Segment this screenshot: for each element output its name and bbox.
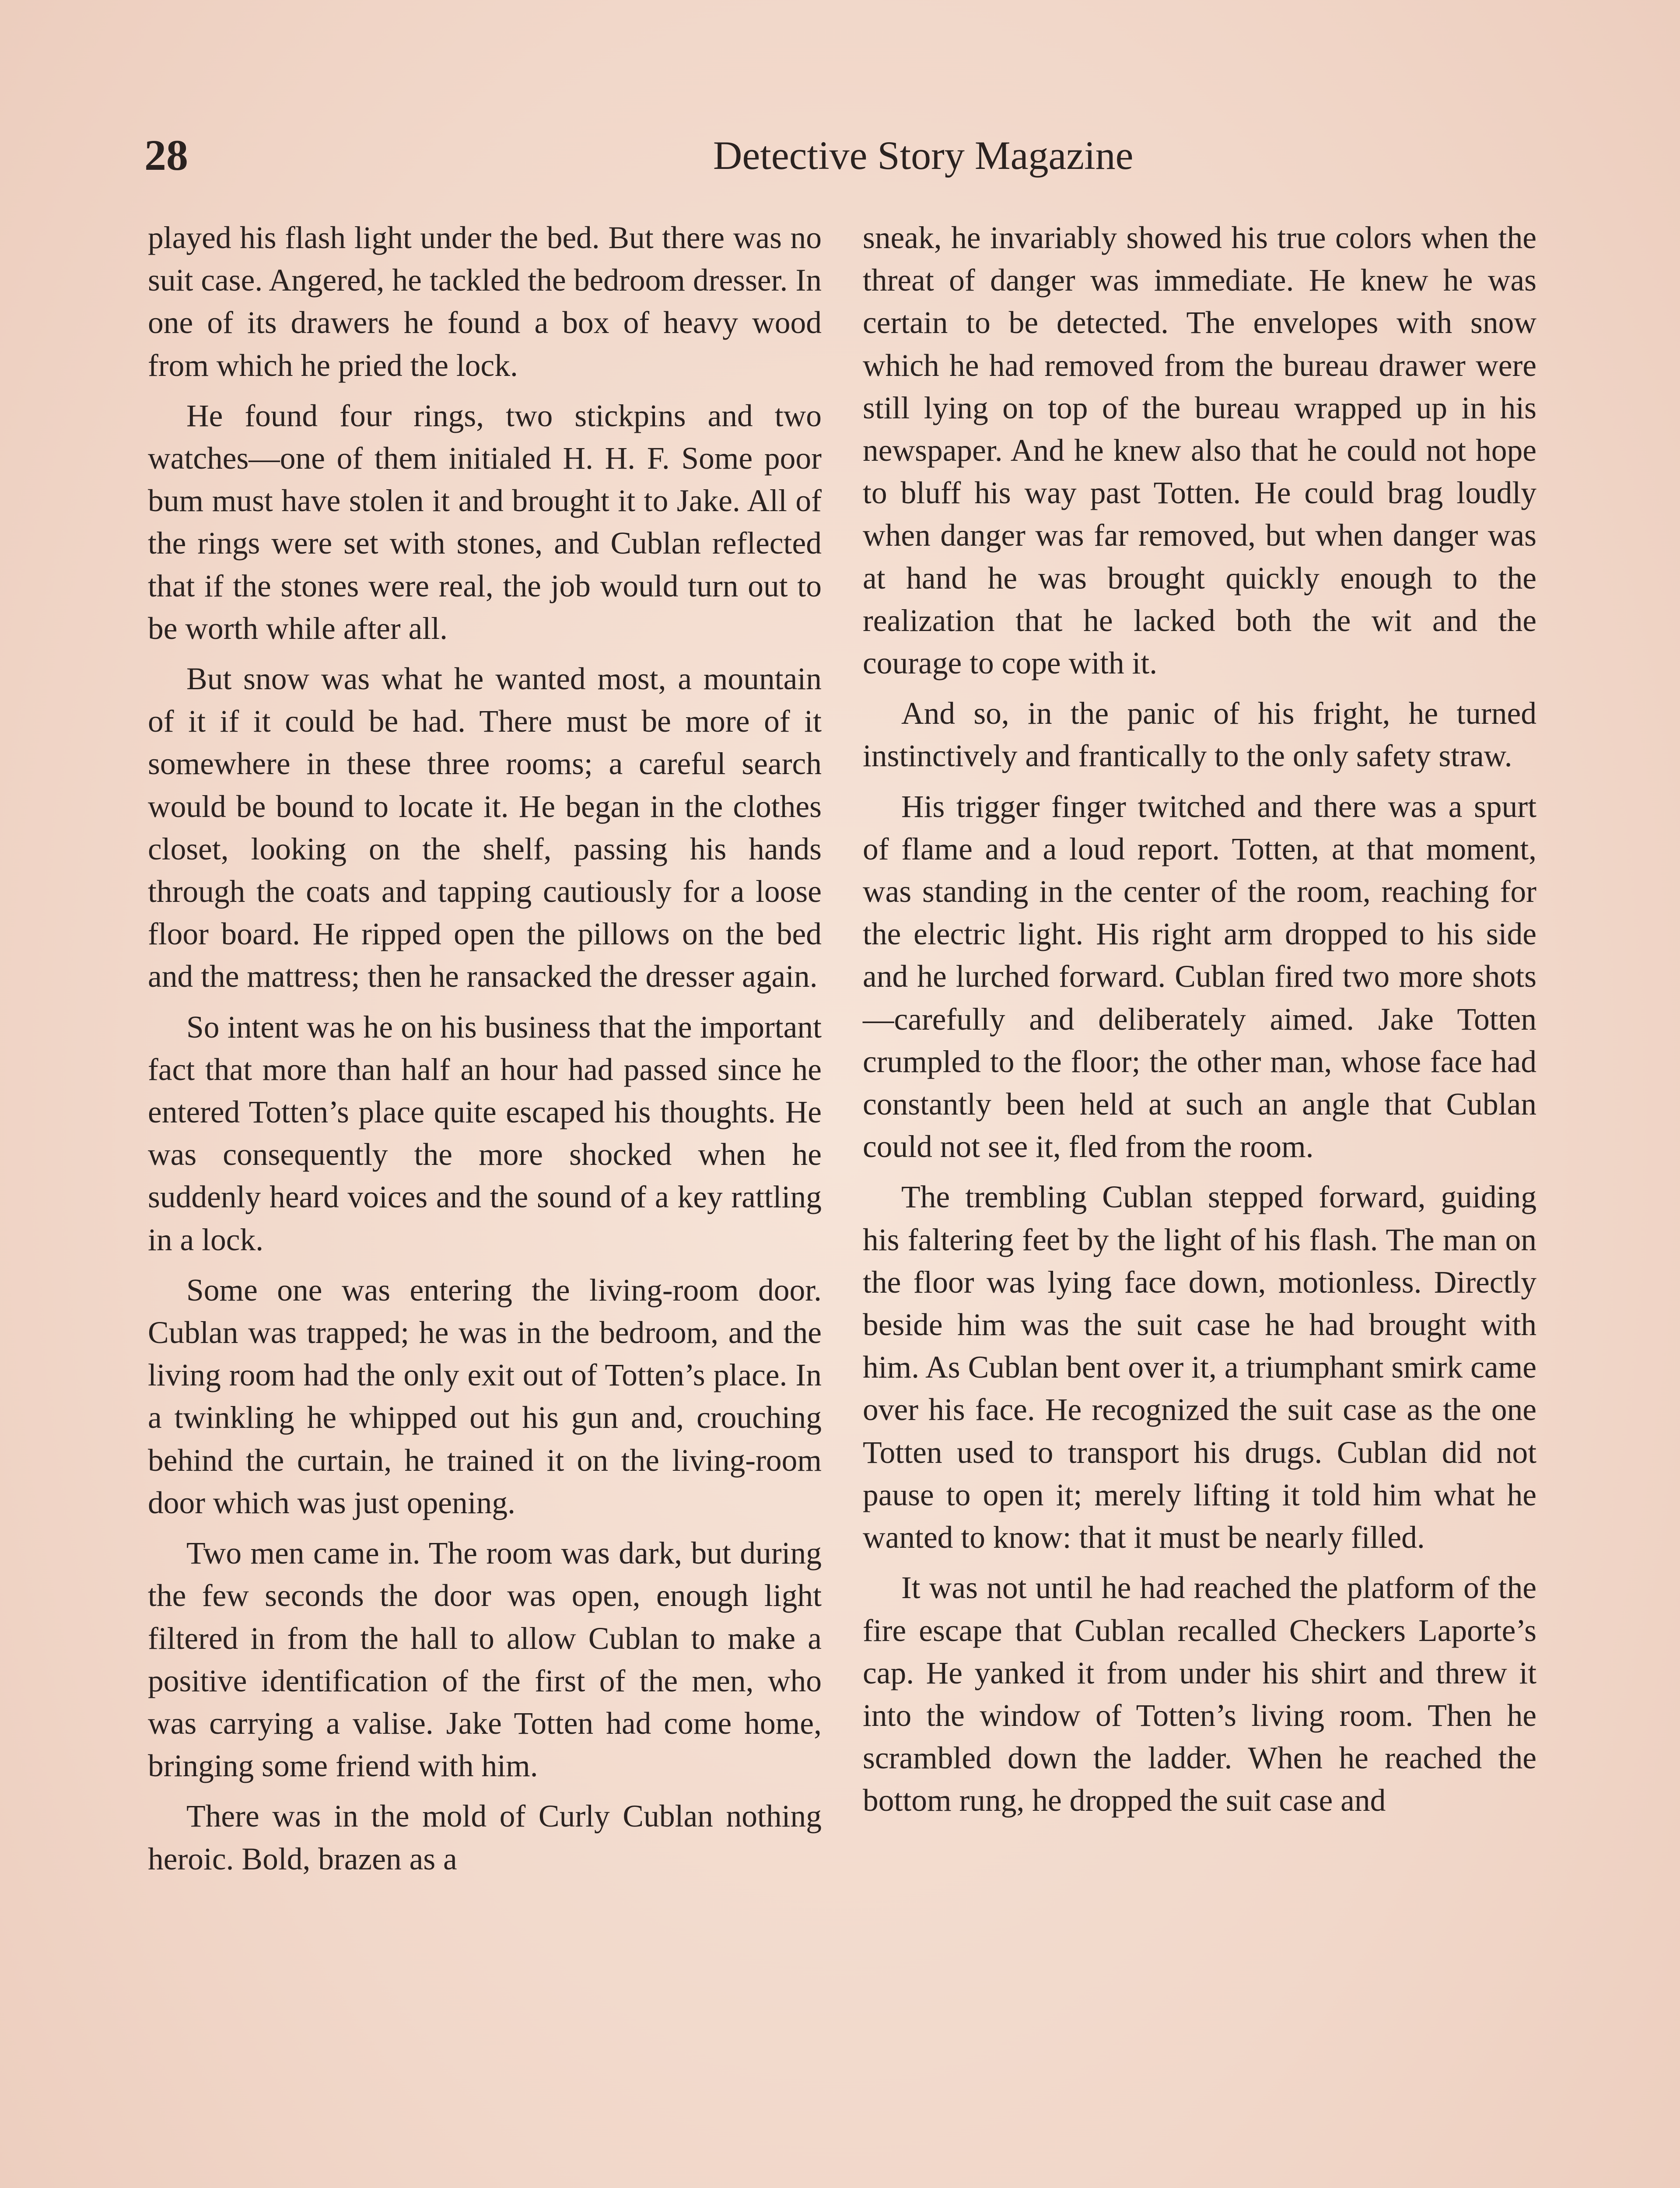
paragraph: It was not until he had reached the platform of the fire escape that Cublan recalled Checkers Laporte’s cap. He yanked it from under his shirt and threw it into the window of Totten’s living room. Then he scrambled down the ladder. When he reached the bottom rung, he dropped the suit case and	[863, 1571, 1536, 1818]
paragraph: Two men came in. The room was dark, but during the few seconds the door was open, enough light filtered in from the hall to allow Cublan to make a positive identification of the first of the men, who was carrying a valise. Jake Totten had come home, bringing some friend with him.	[148, 1536, 822, 1784]
left-column	[148, 217, 822, 1880]
paragraph: played his flash light under the bed. But there was no suit case. Angered, he tackled the bedroom dresser. In one of its drawers he found a box of heavy wood from which he pried the lock.	[148, 221, 822, 383]
paragraph: But snow was what he wanted most, a mountain of it if it could be had. There must be more of it somewhere in these three rooms; a careful search would be bound to locate it. He began in the clothes closet, looking on the shelf, passing his hands through the coats and tapping cautiously for a loose floor board. He ripped open the pillows on the bed and the mattress; then he ransacked the dresser again.	[148, 662, 822, 994]
paragraph: The trembling Cublan stepped forward, guiding his faltering feet by the light of his flash. The man on the floor was lying face down, motionless. Directly beside him was the suit case he had brought with him. As Cublan bent over it, a triumphant smirk came over his face. He recognized the suit case as the one Totten used to transport his drugs. Cublan did not pause to open it; merely lifting it told him what he wanted to know: that it must be nearly filled.	[863, 1180, 1536, 1555]
running-title: Detective Story Magazine	[713, 133, 1134, 178]
paragraph: So intent was he on his business that the important fact that more than half an hour had passed since he entered Totten’s place quite escaped his thoughts. He was consequently the more shocked when he suddenly heard voices and the sound of a key rattling in a lock.	[148, 1010, 822, 1257]
paragraph: Some one was entering the living-room door. Cublan was trapped; he was in the bedroom, and the living room had the only exit out of Totten’s place. In a twinkling he whipped out his gun and, crouching behind the curtain, he trained it on the living-room door which was just opening.	[148, 1273, 822, 1520]
page-header	[144, 127, 1553, 184]
right-column	[863, 217, 1536, 1822]
paragraph: There was in the mold of Curly Cublan nothing heroic. Bold, brazen as a	[148, 1799, 822, 1876]
paragraph: sneak, he invariably showed his true colors when the threat of danger was immediate. He knew he was certain to be detected. The envelopes with snow which he had removed from the bureau drawer were still lying on top of the bureau wrapped up in his newspaper. And he knew also that he could not hope to bluff his way past Totten. He could brag loudly when danger was far removed, but when danger was at hand he was brought quickly enough to the realization that he lacked both the wit and the courage to cope with it.	[863, 221, 1536, 681]
paragraph: And so, in the panic of his fright, he turned instinctively and frantically to the only safety straw.	[863, 696, 1536, 774]
paragraph: He found four rings, two stickpins and two watches—one of them initialed H. H. F. Some poor bum must have stolen it and brought it to Jake. All of the rings were set with stones, and Cublan reflected that if the stones were real, the job would turn out to be worth while after all.	[148, 398, 822, 646]
paragraph: His trigger finger twitched and there was a spurt of flame and a loud report. Totten, at that moment, was standing in the center of the room, reaching for the electric light. His right arm dropped to his side and he lurched forward. Cublan fired two more shots—carefully and deliberately aimed. Jake Totten crumpled to the floor; the other man, whose face had constantly been held at such an angle that Cublan could not see it, fled from the room.	[863, 789, 1536, 1164]
page-number: 28	[144, 131, 188, 179]
